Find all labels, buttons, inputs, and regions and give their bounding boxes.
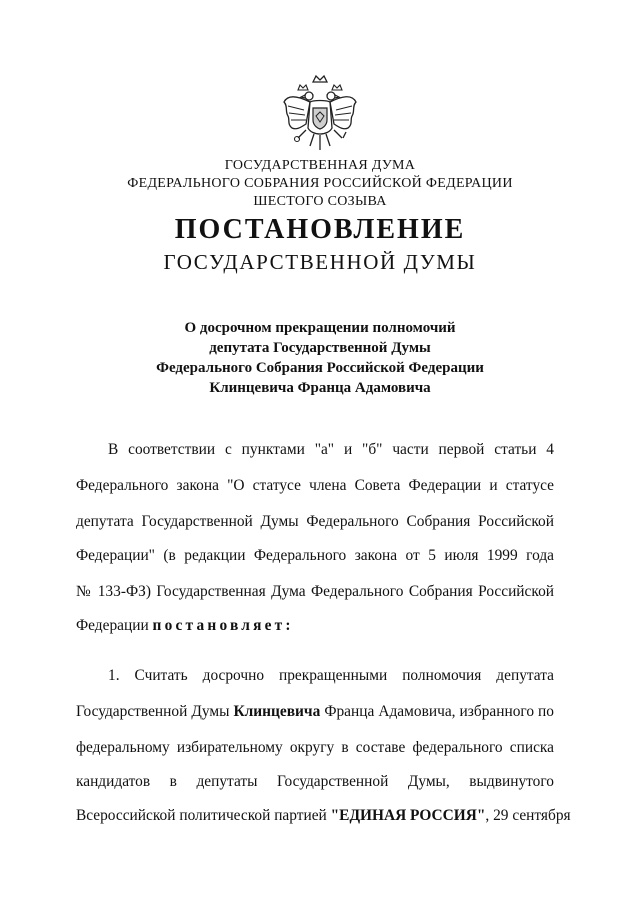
assembly-name: ФЕДЕРАЛЬНОГО СОБРАНИЯ РОССИЙСКОЙ ФЕДЕРАЦИИ bbox=[127, 176, 513, 191]
subject-line-3: Федерального Собрания Российской Федерации bbox=[156, 360, 484, 376]
subject-line-1: О досрочном прекращении полномочий bbox=[184, 320, 456, 336]
item1-line-3: федеральному избирательному округу в составе федерального списка bbox=[76, 739, 554, 756]
coat-of-arms-emblem bbox=[280, 72, 360, 156]
preamble-line-4: Федерации" (в редакции Федерального закона от 5 июля 1999 года bbox=[76, 547, 554, 564]
item1-line-1: 1. Считать досрочно прекращенными полномочия депутата bbox=[108, 667, 554, 684]
item1-line-2-start: Государственной Думы bbox=[76, 703, 234, 720]
preamble-line-1: В соответствии с пунктами "а" и "б" части первой статьи 4 bbox=[108, 441, 554, 458]
item1-line-5 bbox=[76, 806, 571, 826]
deputy-surname: Клинцевича bbox=[233, 703, 321, 720]
subject-line-4: Клинцевича Франца Адамовича bbox=[209, 380, 431, 396]
preamble-line-2: Федерального закона "О статусе члена Совета Федерации и статусе bbox=[76, 477, 554, 494]
item1-line-5-end: , 29 сентября bbox=[485, 807, 571, 824]
preamble-line-6 bbox=[76, 616, 554, 636]
item1-line-2 bbox=[76, 702, 554, 722]
item1-line-5-start: Всероссийской политической партией bbox=[76, 807, 331, 824]
subject-line-2: депутата Государственной Думы bbox=[209, 340, 431, 356]
document-subtitle: ГОСУДАРСТВЕННОЙ ДУМЫ bbox=[163, 250, 477, 274]
item1-line-2-end: Франца Адамовича, избранного по bbox=[320, 703, 554, 720]
resolves-word: постановляет: bbox=[152, 617, 294, 634]
preamble-line-6-prefix: Федерации bbox=[76, 617, 153, 634]
party-name: "ЕДИНАЯ РОССИЯ" bbox=[330, 807, 486, 824]
document-title: ПОСТАНОВЛЕНИЕ bbox=[174, 214, 466, 245]
item1-line-4: кандидатов в депутаты Государственной Думы, выдвинутого bbox=[76, 773, 554, 790]
chamber-name: ГОСУДАРСТВЕННАЯ ДУМА bbox=[224, 158, 416, 173]
preamble-line-5: № 133-ФЗ) Государственная Дума Федерального Собрания Российской bbox=[76, 583, 554, 600]
preamble-line-3: депутата Государственной Думы Федерального Собрания Российской bbox=[76, 513, 554, 530]
convocation: ШЕСТОГО СОЗЫВА bbox=[253, 194, 387, 209]
